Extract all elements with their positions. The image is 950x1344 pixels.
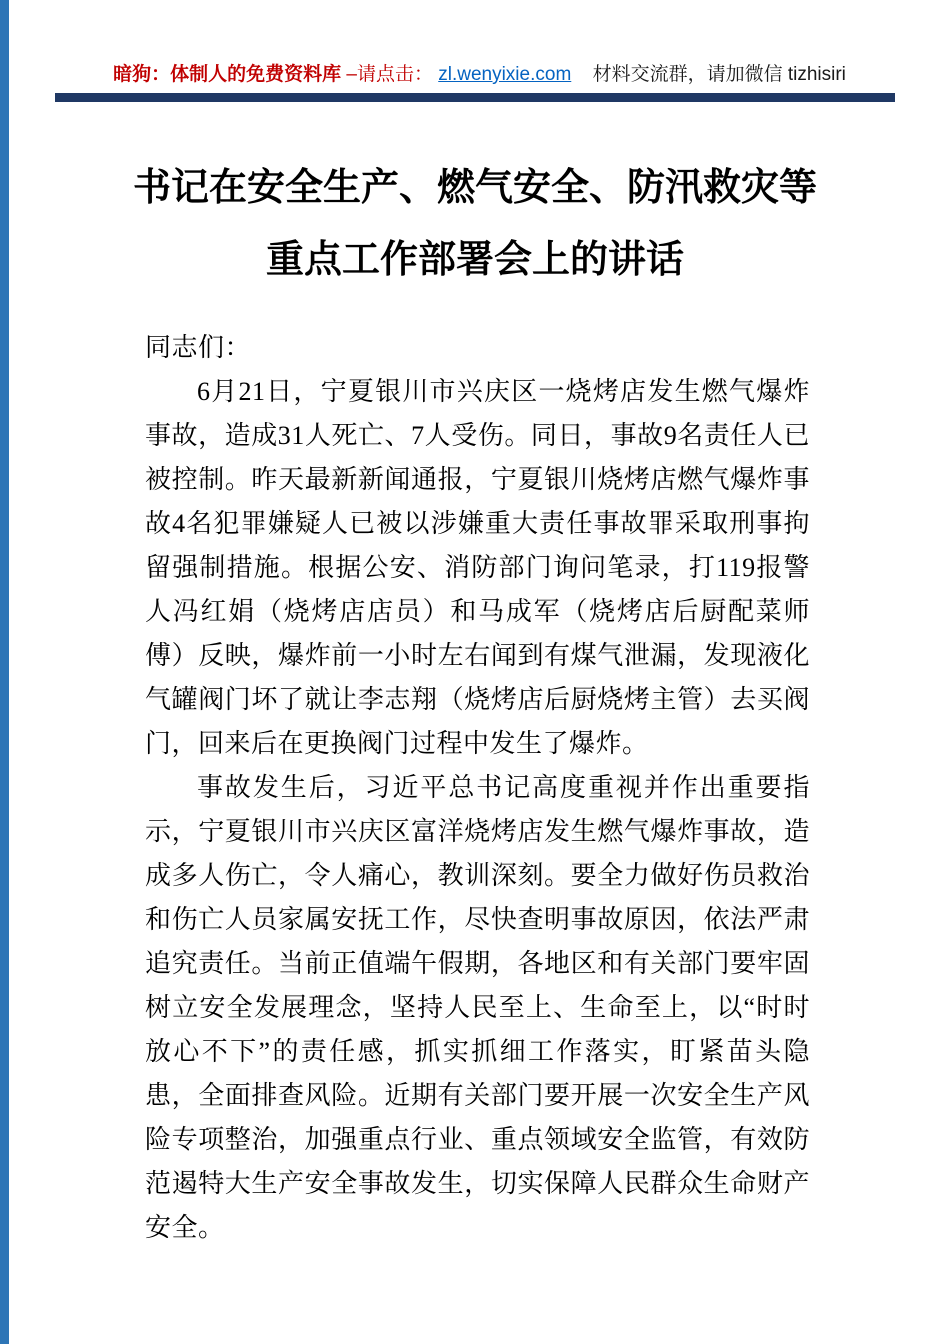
title-line-1: 书记在安全生产、燃气安全、防汛救灾等 [132,167,817,209]
title-line-2: 重点工作部署会上的讲话 [265,239,684,281]
header-brand-text: 暗狗：体制人的免费资料库 [113,64,342,85]
paragraph: 同志们： [145,333,252,362]
header-divider-bar [55,93,895,102]
document-body [145,326,810,1250]
page-header [9,62,950,88]
document-title [80,152,870,296]
left-accent-strip [0,0,9,1344]
paragraph: 6月21日，宁夏银川市兴庆区一烧烤店发生燃气爆炸事故，造成31人死亡、7人受伤。同日，事故9名责任人已被控制。昨天最新新闻通报，宁夏银川烧烤店燃气爆炸事故4名犯罪嫌疑人已被以涉嫌重大责任事故罪采取刑事拘留强制措施。根据公安、消防部门询问笔录，打119报警人冯红娟（烧烤店店员）和马成军（烧烤店后厨配菜师傅）反映，爆炸前一小时左右闻到有煤气泄漏，发现液化气罐阀门坏了就让李志翔（烧烤店后厨烧烤主管）去买阀门，回来后在更换阀门过程中发生了爆炸。 [145,377,810,758]
header-contact-text: 材料交流群，请加微信 tizhisiri [592,64,846,85]
paragraph: 事故发生后，习近平总书记高度重视并作出重要指示，宁夏银川市兴庆区富洋烧烤店发生燃气爆炸事故，造成多人伤亡，令人痛心，教训深刻。要全力做好伤员救治和伤亡人员家属安抚工作，尽快查明事故原因，依法严肃追究责任。当前正值端午假期，各地区和有关部门要牢固树立安全发展理念，坚持人民至上、生命至上，以“时时放心不下”的责任感，抓实抓细工作落实，盯紧苗头隐患，全面排查风险。近期有关部门要开展一次安全生产风险专项整治，加强重点行业、重点领域安全监管，有效防范遏特大生产安全事故发生，切实保障人民群众生命财产安全。 [145,773,810,1242]
header-link[interactable]: zl.wenyixie.com [438,64,572,85]
header-link-prefix: –请点击： [346,64,433,85]
